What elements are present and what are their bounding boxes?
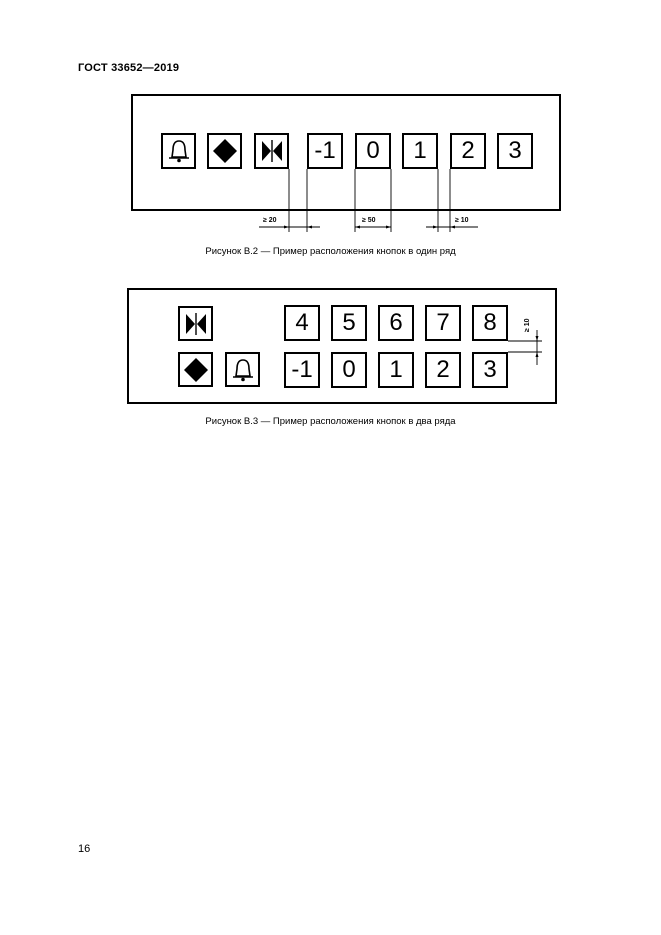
figure-2-caption: Рисунок В.3 — Пример расположения кнопок в два ряда bbox=[205, 416, 456, 427]
figure-2-door-open-button bbox=[178, 306, 213, 341]
figure-2-floor-button: 0 bbox=[331, 352, 367, 388]
door-open-icon bbox=[259, 138, 285, 164]
bell-icon bbox=[166, 138, 192, 164]
figure-1-bell-button bbox=[161, 133, 196, 169]
standard-header: ГОСТ 33652—2019 bbox=[78, 62, 180, 74]
figure-2-floor-button: 5 bbox=[331, 305, 367, 341]
page-number: 16 bbox=[78, 843, 91, 855]
figure-2-floor-button: 4 bbox=[284, 305, 320, 341]
figure-2-bell-button bbox=[225, 352, 260, 387]
figure-1-caption: Рисунок В.2 — Пример расположения кнопок в один ряд bbox=[205, 246, 456, 257]
dimension-label: ≥ 10 bbox=[524, 318, 531, 332]
figure-2-floor-button: 3 bbox=[472, 352, 508, 388]
dimension-label: ≥ 10 bbox=[455, 217, 469, 224]
figure-2-floor-button: 7 bbox=[425, 305, 461, 341]
bell-icon bbox=[230, 357, 256, 383]
figure-2-stop-button bbox=[178, 352, 213, 387]
dimension-label: ≥ 50 bbox=[362, 217, 376, 224]
dimension-label: ≥ 20 bbox=[263, 217, 277, 224]
figure-1-floor-button: 1 bbox=[402, 133, 438, 169]
figure-2-floor-button: 1 bbox=[378, 352, 414, 388]
figure-2-floor-button: 8 bbox=[472, 305, 508, 341]
figure-1-stop-button bbox=[207, 133, 242, 169]
figure-1-floor-button: 3 bbox=[497, 133, 533, 169]
door-open-icon bbox=[183, 311, 209, 337]
figure-2-floor-button: 6 bbox=[378, 305, 414, 341]
figure-2-floor-button: -1 bbox=[284, 352, 320, 388]
figure-1-floor-button: -1 bbox=[307, 133, 343, 169]
figure-1-floor-button: 2 bbox=[450, 133, 486, 169]
stop-diamond-icon bbox=[182, 356, 210, 384]
figure-1-floor-button: 0 bbox=[355, 133, 391, 169]
figure-1-door-open-button bbox=[254, 133, 289, 169]
figure-2-floor-button: 2 bbox=[425, 352, 461, 388]
stop-diamond-icon bbox=[211, 137, 239, 165]
